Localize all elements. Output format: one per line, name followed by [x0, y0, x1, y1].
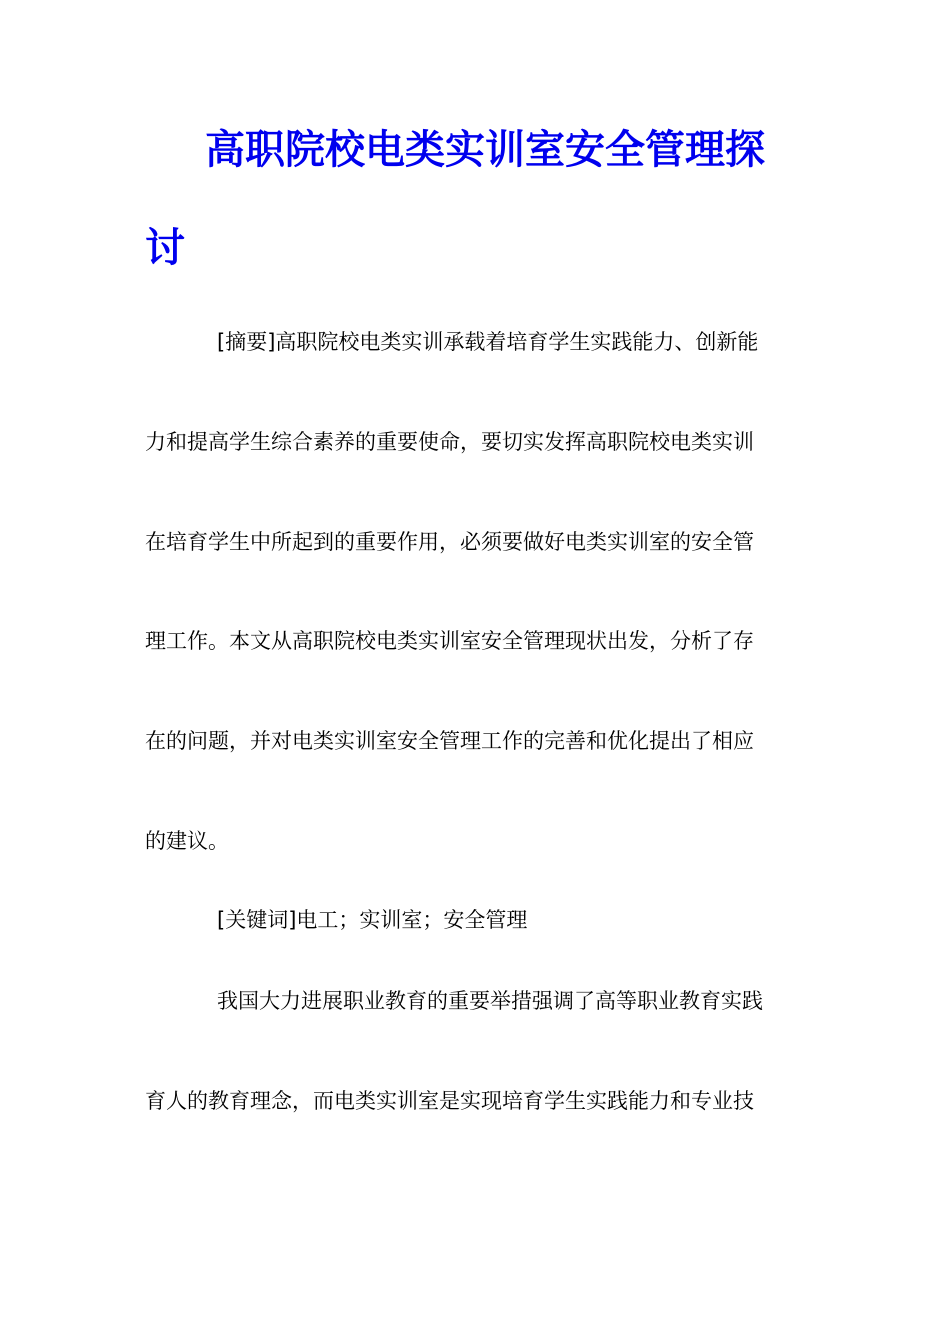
body-paragraph-line-2: 育人的教育理念，而电类实训室是实现培育学生实践能力和专业技 [145, 1089, 754, 1113]
abstract-line-1: [摘要]高职院校电类实训承载着培育学生实践能力、创新能 [217, 330, 759, 354]
abstract-line-6: 的建议。 [145, 829, 229, 853]
abstract-line-5: 在的问题，并对电类实训室安全管理工作的完善和优化提出了相应 [145, 729, 754, 753]
document-title-line-1: 高职院校电类实训室安全管理探 [205, 126, 765, 173]
abstract-line-4: 理工作。本文从高职院校电类实训室安全管理现状出发，分析了存 [145, 629, 754, 653]
abstract-line-2: 力和提高学生综合素养的重要使命，要切实发挥高职院校电类实训 [145, 430, 754, 454]
keywords-line: [关键词]电工；实训室；安全管理 [217, 908, 528, 932]
abstract-line-3: 在培育学生中所起到的重要作用，必须要做好电类实训室的安全管 [145, 530, 754, 554]
document-title-line-2: 讨 [145, 224, 185, 271]
body-paragraph-line-1: 我国大力进展职业教育的重要举措强调了高等职业教育实践 [217, 989, 763, 1013]
